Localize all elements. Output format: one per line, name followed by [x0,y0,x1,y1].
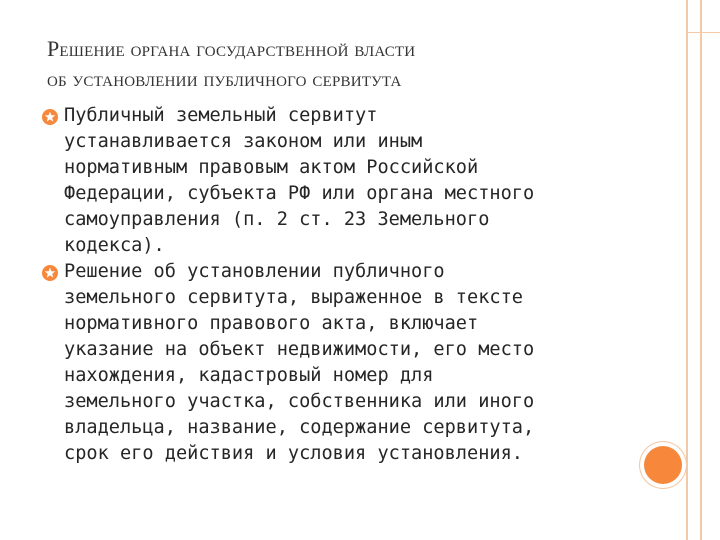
bullet-1-line: Публичный земельный сервитут [64,105,378,126]
bullet-1-line: самоуправления (п. 2 ст. 23 Земельного [64,209,490,230]
bullet-2-line: владельца, название, содержание сервитута, [64,417,535,438]
bullet-2-line: срок его действия и условия установления. [64,443,523,464]
bullet-2-line: нахождения, кадастровый номер для [64,365,434,386]
slide-title-line-1: Решение органа государственной власти [47,36,416,61]
bullet-2-line: Решение об установлении публичного [64,261,445,282]
bullet-1-line: кодекса). [64,235,165,256]
bullet-list [40,103,620,467]
decorative-rule-top [686,32,720,33]
bullet-text-2 [64,259,620,467]
bullet-2-line: указание на объект недвижимости, его место [64,339,535,360]
slide-title [47,34,647,94]
bullet-text-1 [64,103,620,259]
bullet-item-1 [40,103,620,259]
bullet-item-2 [40,259,620,467]
slide-title-line-2: об установлении публичного сервитута [47,66,402,91]
bullet-1-line: устанавливается законом или иным [64,131,423,152]
bullet-1-line: Федерации, субъекта РФ или органа местного [64,183,535,204]
bullet-1-line: нормативным правовым актом Российской [64,157,479,178]
bullet-2-line: нормативного правового акта, включает [64,313,479,334]
decorative-rule-left [686,0,688,540]
decorative-circle [640,442,686,488]
star-icon [42,265,58,281]
bullet-2-line: земельного участка, собственника или иного [64,391,535,412]
bullet-2-line: земельного сервитута, выраженное в тексте [64,287,523,308]
decorative-rule-right [700,0,702,540]
star-icon [42,109,58,125]
